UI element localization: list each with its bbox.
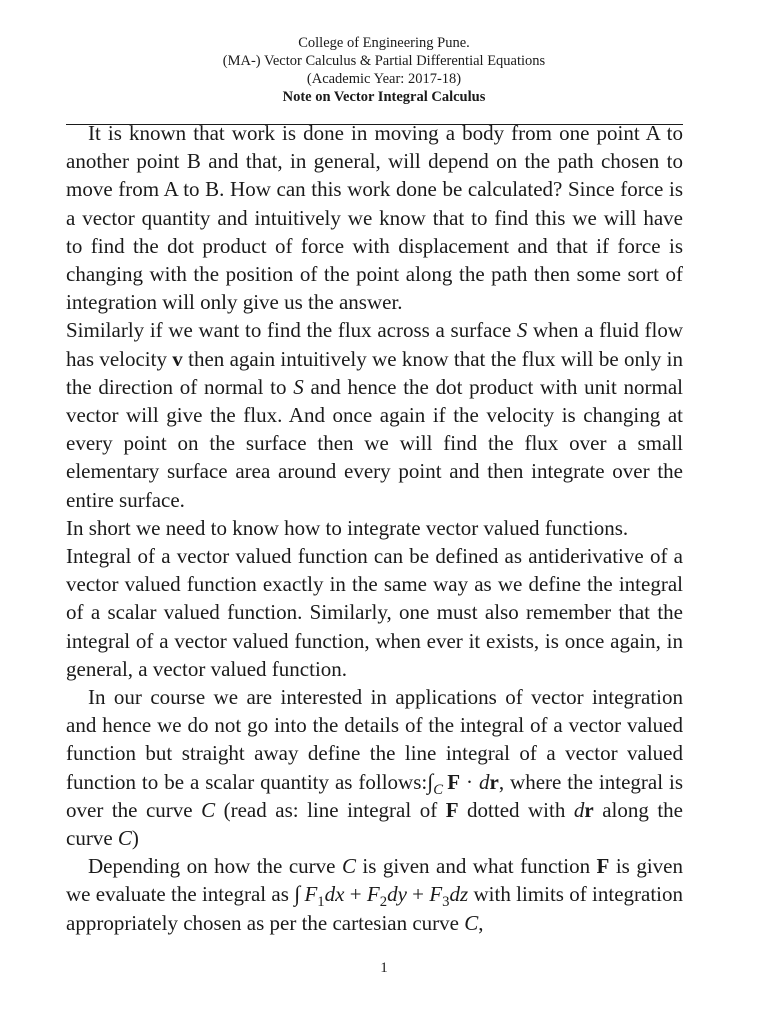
math-symbol-r: r	[489, 769, 499, 794]
math-symbol-c: C	[117, 826, 132, 851]
text-run: then again intuitively we know that the flux will be only in the direction of normal to	[66, 346, 683, 399]
integral-sign: ∫	[294, 881, 301, 907]
text-run: )	[131, 826, 139, 851]
header-course: (MA-) Vector Calculus & Partial Differential Equations	[222, 53, 546, 69]
paragraph-work-done: It is known that work is done in moving a body from one point A to another point B and that, in general, will depend on the path chosen to move from A to B. How can this work done be calculated? Since force is a vector quantity and intuitively we know that to find this we will have to find the dot product of force with displacement and that if force is changing with the position of the point along the path then some sort of integration will only give us the answer.	[66, 121, 683, 315]
text-run: , where the integral is over the curve	[66, 769, 683, 822]
math-symbol-f1: F	[304, 882, 318, 907]
paragraph-integral-definition: Integral of a vector valued function can be defined as antiderivative of a vector valued function exactly in the same way as we define the integral of a scalar valued function. Similarly, one must also remember that the integral of a vector valued function, when ever it exists, is once again, in general, a vector valued function.	[66, 544, 683, 681]
math-symbol-f3: F	[429, 882, 443, 907]
math-plus: +	[406, 882, 430, 907]
math-symbol-r: r	[584, 797, 594, 822]
text-run: along the curve	[66, 797, 683, 851]
math-symbol-f: F	[445, 797, 459, 822]
integral-sign: ∫	[427, 768, 434, 794]
header-academic-year: (Academic Year: 2017-18)	[306, 71, 462, 87]
paragraph-short: In short we need to know how to integrate vector valued functions.	[66, 515, 629, 540]
math-dx: dx	[324, 882, 345, 907]
text-run: and hence the dot product with unit normal vector will give the flux. And once again if the velocity is changing at every point on the surface then we will find the flux over a small elementary surface area around every point and then integrate over the entire surface.	[66, 374, 683, 512]
document-title: Note on Vector Integral Calculus	[282, 89, 486, 105]
math-dz: dz	[449, 882, 469, 907]
math-subscript-1: 1	[317, 894, 325, 911]
text-run: ,	[478, 910, 484, 935]
math-symbol-d: d	[479, 769, 490, 794]
math-symbol-f2: F	[366, 882, 380, 907]
text-run: with limits of integration appropriately chosen as per the cartesian curve	[66, 882, 684, 935]
text-run: is given we evaluate the integral as	[66, 854, 683, 907]
math-subscript-2: 2	[379, 894, 388, 911]
math-dot: ·	[460, 769, 480, 794]
math-subscript-3: 3	[442, 894, 450, 911]
text-run: In our course we are interested in applications of vector integration and hence we do not go into the details of the integral of a vector valued function but straight away define the line integral of a vector valued function to be a scalar quantity as follows:	[66, 685, 683, 794]
text-run: (read as: line integral of	[215, 797, 446, 822]
page-number: 1	[380, 960, 388, 976]
text-run: when a fluid flow has velocity	[66, 318, 683, 371]
document-body	[66, 119, 683, 937]
math-symbol-s: S	[293, 374, 304, 399]
text-run: dotted with	[458, 797, 574, 822]
document-header	[0, 34, 768, 106]
math-dy: dy	[387, 882, 407, 907]
math-plus: +	[344, 882, 367, 907]
math-symbol-c: C	[464, 910, 479, 935]
paragraph-flux	[66, 316, 683, 513]
math-symbol-s: S	[516, 318, 528, 343]
math-subscript-c: C	[433, 781, 444, 798]
math-symbol-f: F	[596, 854, 610, 879]
math-symbol-f: F	[447, 769, 461, 794]
text-run: Similarly if we want to find the flux across a surface	[66, 318, 517, 343]
paragraph-evaluation	[66, 852, 683, 937]
math-symbol-c: C	[341, 854, 356, 879]
paragraph-line-integral	[66, 683, 683, 852]
math-symbol-c: C	[201, 797, 216, 822]
math-symbol-v: v	[172, 346, 183, 371]
math-symbol-d: d	[573, 797, 585, 822]
text-run: Depending on how the curve	[88, 854, 342, 879]
header-institution: College of Engineering Pune.	[298, 35, 470, 51]
text-run: is given and what function	[355, 854, 597, 879]
